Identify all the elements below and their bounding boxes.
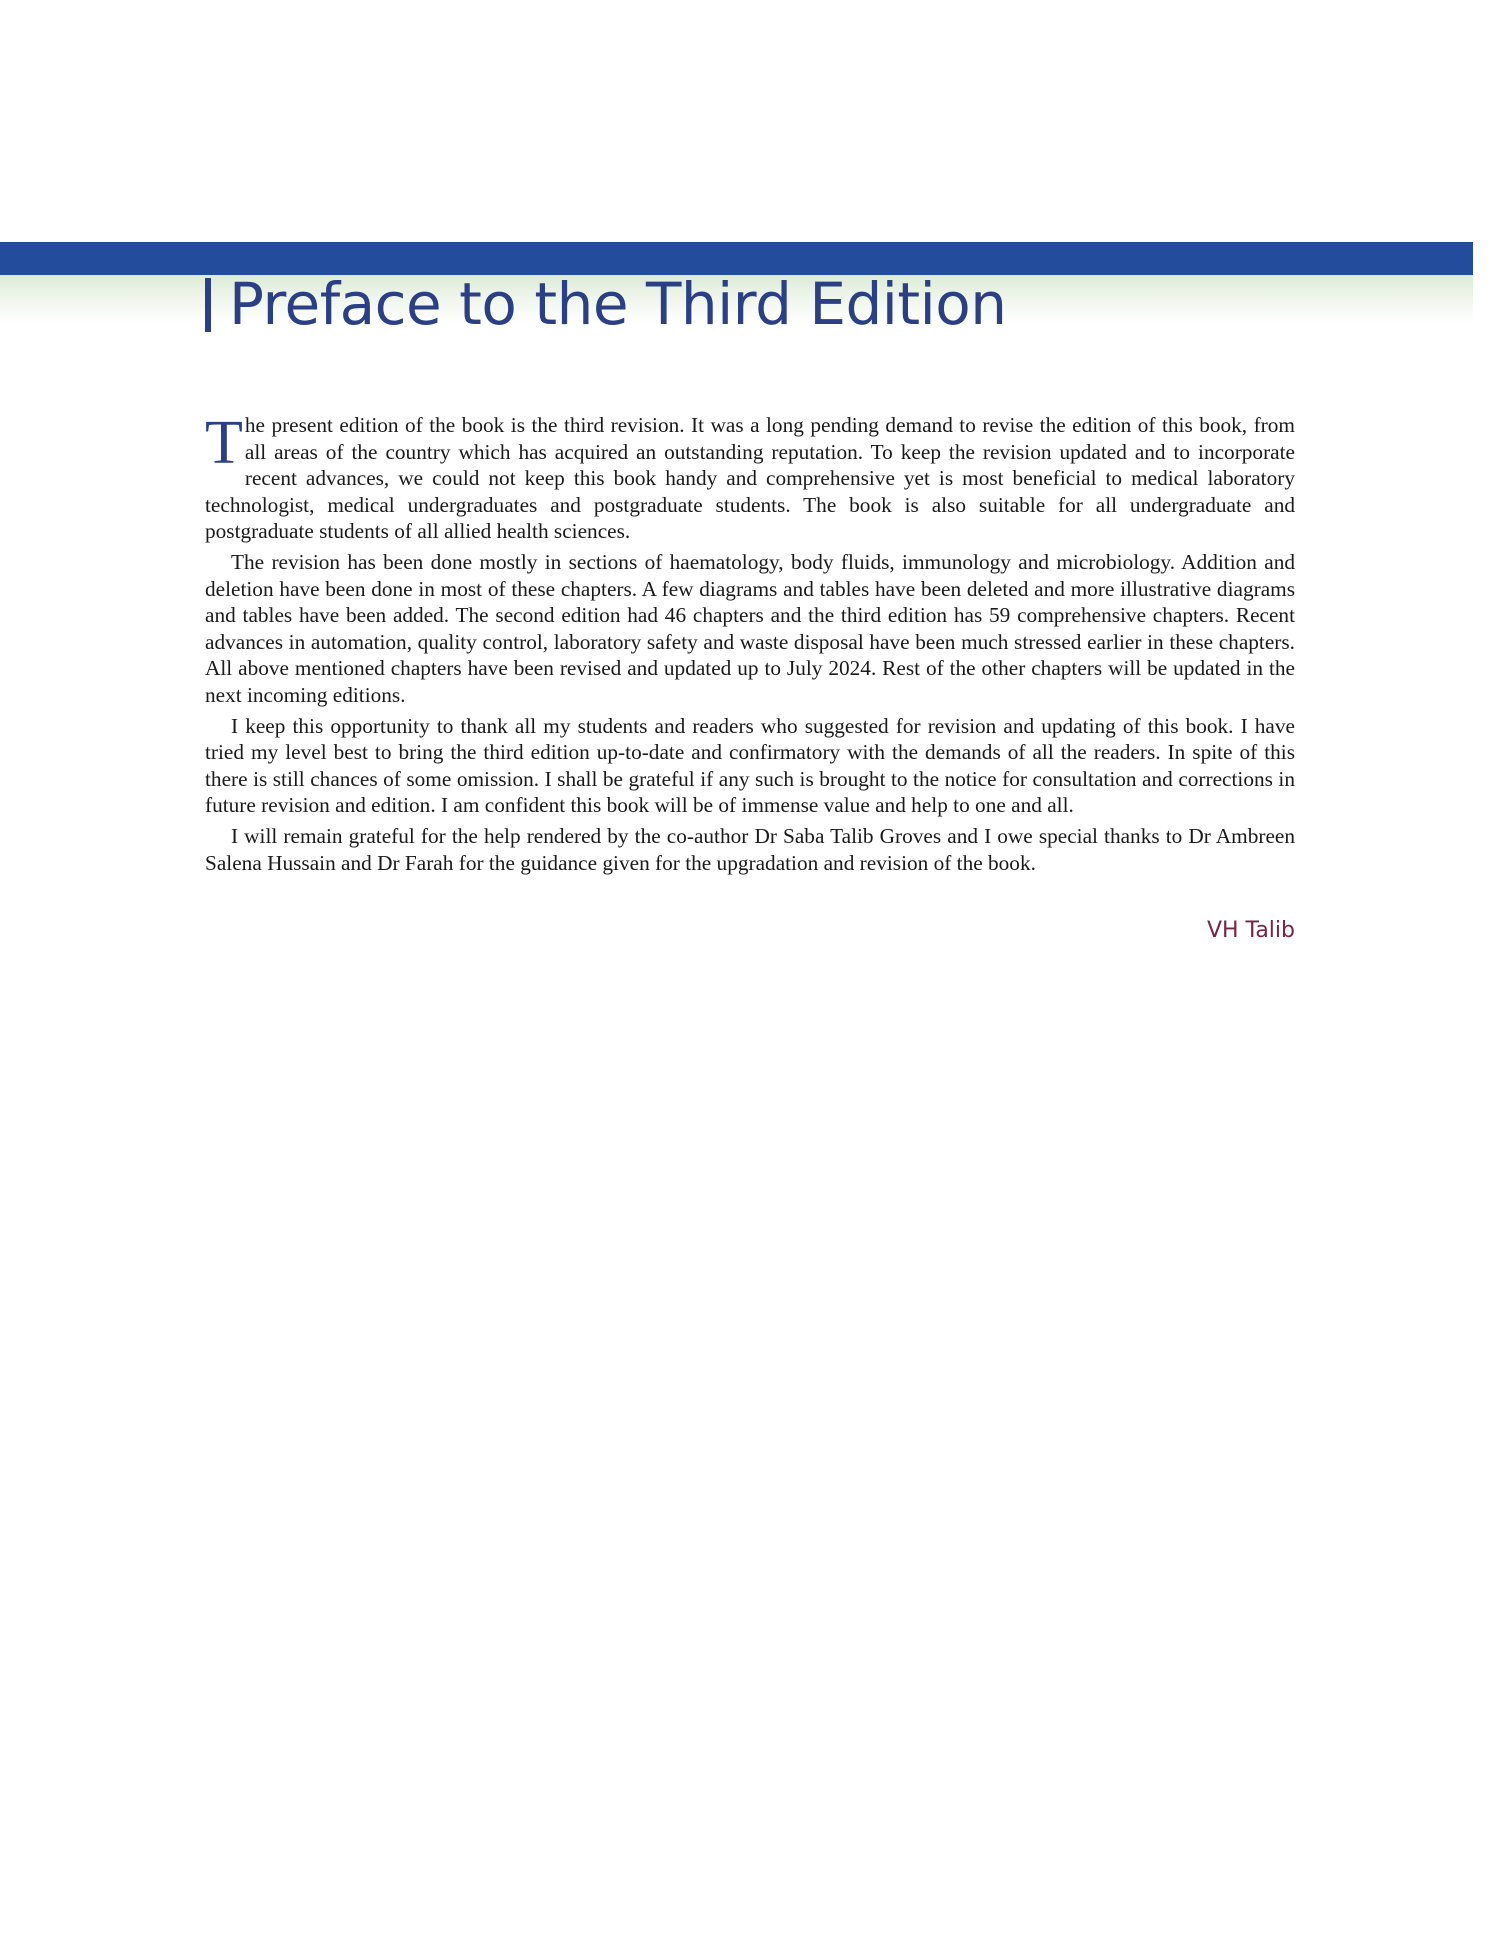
- paragraph-1-text: he present edition of the book is the third revision. It was a long pending demand to revise the edition of this book, from all areas of the country which has acquired an outstanding reputation. To keep the revision updated and to incorporate recent advances, we could not keep this book handy and comprehensive yet is most beneficial to medical laboratory technologist, medical undergraduates and postgraduate students. The book is also suitable for all undergraduate and postgraduate students of all allied health sciences.: [205, 413, 1295, 544]
- title-accent-bar: [205, 278, 211, 332]
- paragraph-4: I will remain grateful for the help rendered by the co-author Dr Saba Talib Groves and I owe special thanks to Dr Ambreen Salena Hussain and Dr Farah for the guidance given for the upgradation and revision of the book.: [205, 823, 1295, 875]
- paragraph-2: The revision has been done mostly in sections of haematology, body fluids, immunology and microbiology. Addition and deletion have been done in most of these chapters. A few diagrams and tables have been deleted and more illustrative diagrams and tables have been added. The second edition had 46 chapters and the third edition has 59 comprehensive chapters. Recent advances in automation, quality control, laboratory safety and waste disposal have been much stressed earlier in these chapters. All above mentioned chapters have been revised and updated up to July 2024. Rest of the other chapters will be updated in the next incoming editions.: [205, 549, 1295, 707]
- drop-cap: T: [205, 409, 243, 477]
- paragraph-1: [205, 409, 1295, 545]
- author-signature: VH Talib: [1206, 918, 1295, 943]
- page-title-text: Preface to the Third Edition: [229, 270, 1007, 338]
- page-title: [205, 270, 1007, 338]
- preface-body: [205, 409, 1295, 880]
- paragraph-3: I keep this opportunity to thank all my students and readers who suggested for revision and updating of this book. I have tried my level best to bring the third edition up-to-date and confirmatory with the demands of all the readers. In spite of this there is still chances of some omission. I shall be grateful if any such is brought to the notice for consultation and corrections in future revision and edition. I am confident this book will be of immense value and help to one and all.: [205, 713, 1295, 818]
